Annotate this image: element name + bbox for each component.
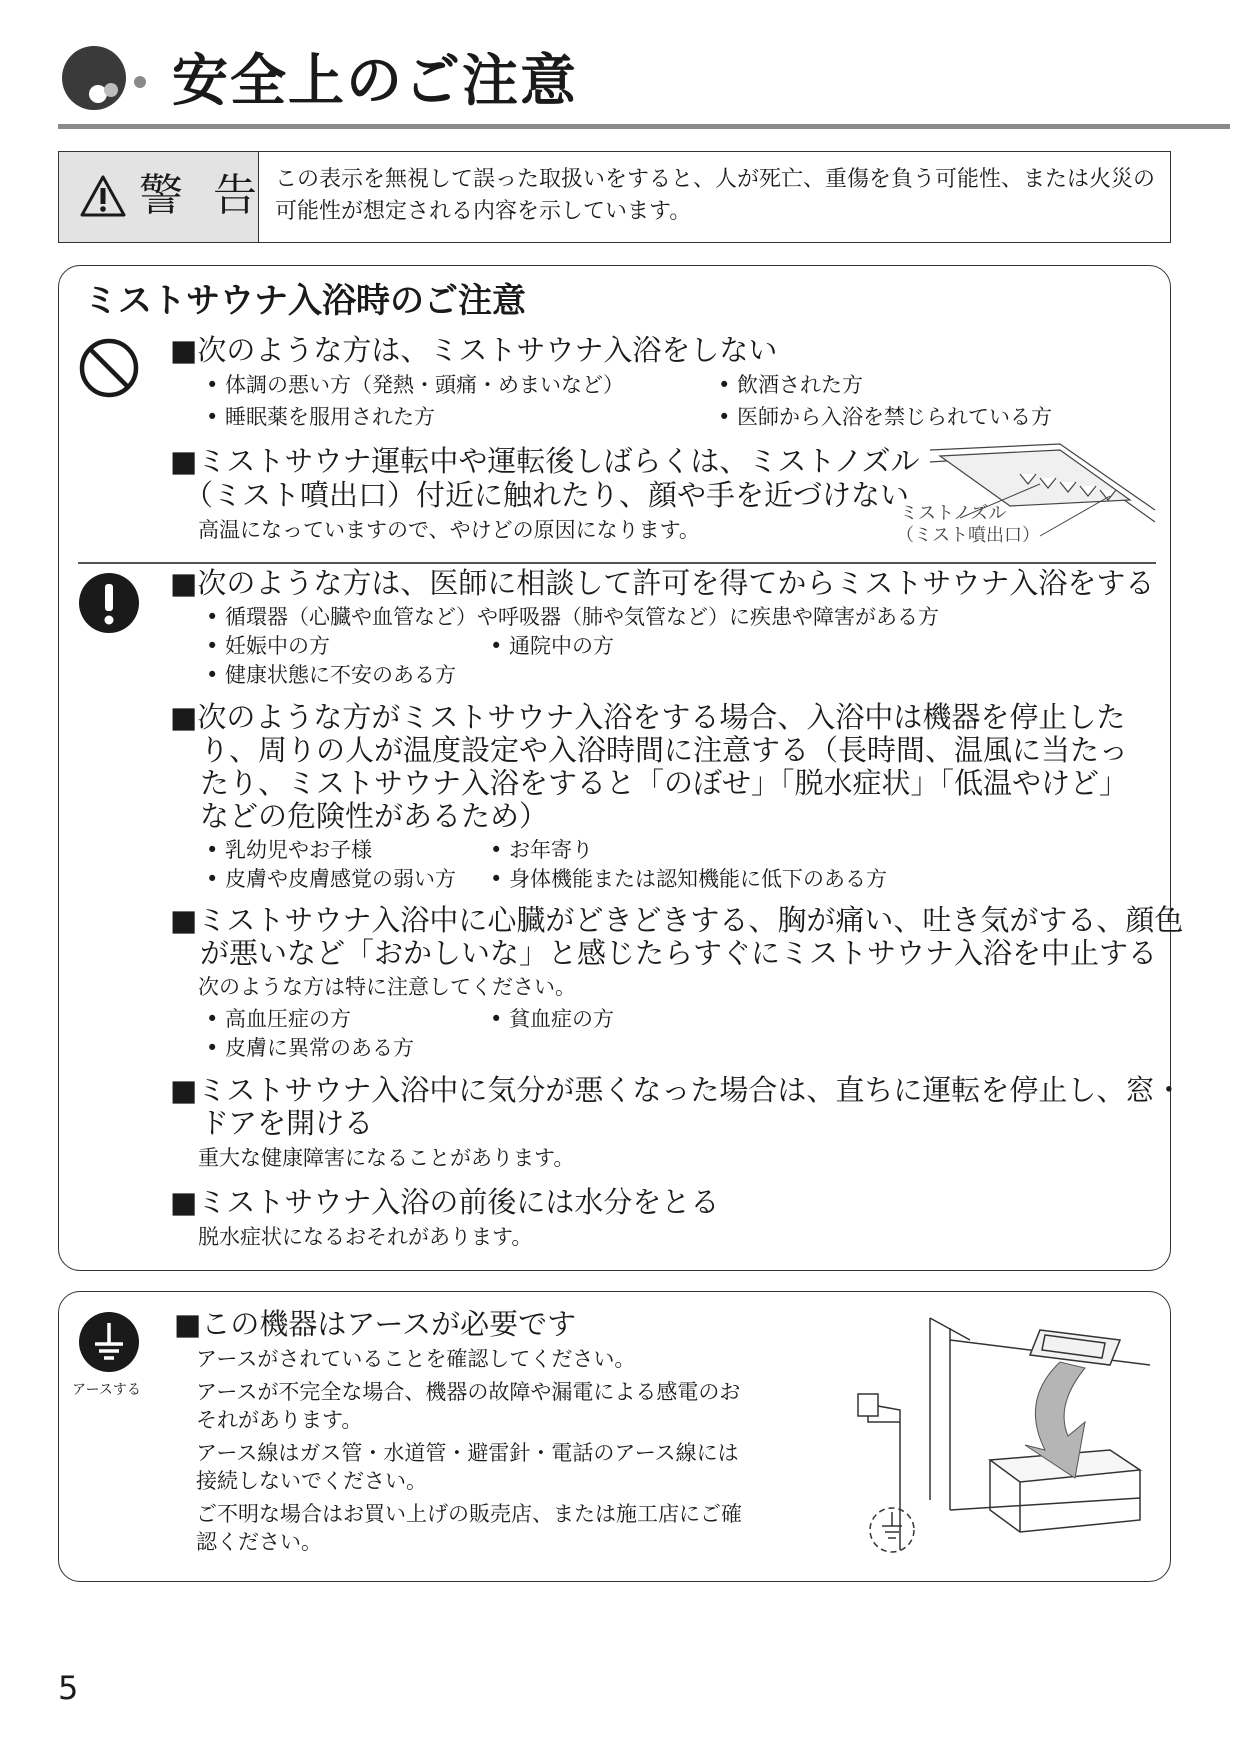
list-item: • 高血圧症の方 xyxy=(206,1007,352,1031)
prohibit-item2-heading-line2: （ミスト噴出口）付近に触れたり、顔や手を近づけない xyxy=(184,478,910,512)
earth-line: 接続しないでください。 xyxy=(196,1469,427,1493)
prohibit-item1-heading: ■次のような方は、ミストサウナ入浴をしない xyxy=(170,333,778,367)
earth-heading: ■この機器はアースが必要です xyxy=(174,1307,577,1341)
earth-line: ご不明な場合はお買い上げの販売店、または施工店にご確 xyxy=(196,1502,742,1526)
list-item: • 貧血症の方 xyxy=(490,1007,615,1031)
warning-legend xyxy=(58,151,1171,243)
list-item: • 通院中の方 xyxy=(490,634,615,658)
mandatory-item4-heading-line1: ■ミストサウナ入浴中に気分が悪くなった場合は、直ちに運転を停止し、窓・ xyxy=(170,1073,1184,1107)
earth-ground-icon xyxy=(78,1311,140,1373)
mandatory-item5-heading: ■ミストサウナ入浴の前後には水分をとる xyxy=(170,1185,720,1219)
page-number: 5 xyxy=(58,1669,79,1707)
warning-triangle-icon xyxy=(79,174,127,218)
earth-line: アース線はガス管・水道管・避雷針・電話のアース線には xyxy=(196,1441,739,1465)
list-item: • 乳幼児やお子様 xyxy=(206,838,373,862)
earth-icon-label: アースする xyxy=(72,1382,141,1398)
list-item: • 皮膚に異常のある方 xyxy=(206,1036,415,1060)
mandatory-item5-note: 脱水症状になるおそれがあります。 xyxy=(198,1225,533,1249)
page-title: 安全上のご注意 xyxy=(172,49,578,114)
mandatory-item3-heading-line1: ■ミストサウナ入浴中に心臓がどきどきする、胸が痛い、吐き気がする、顔色 xyxy=(170,903,1184,937)
mandatory-item1-heading: ■次のような方は、医師に相談して許可を得てからミストサウナ入浴をする xyxy=(170,566,1155,600)
section-divider xyxy=(78,562,1156,564)
bathroom-earth-illustration xyxy=(840,1310,1160,1560)
earth-line: アースが不完全な場合、機器の故障や漏電による感電のお xyxy=(196,1380,741,1404)
warning-label: 警 告 xyxy=(139,170,265,221)
mandatory-item3-note: 次のような方は特に注意してください。 xyxy=(198,975,576,999)
section-bullet-icon xyxy=(58,42,154,114)
mist-nozzle-label-line1: ミストノズル xyxy=(900,503,1007,524)
mandatory-item3-heading-line2: が悪いなど「おかしいな」と感じたらすぐにミストサウナ入浴を中止する xyxy=(200,936,1158,970)
mandatory-item2-heading-line1: ■次のような方がミストサウナ入浴をする場合、入浴中は機器を停止した xyxy=(170,700,1126,734)
list-item: • お年寄り xyxy=(490,838,594,862)
header-rule xyxy=(58,124,1230,129)
list-item: • 妊娠中の方 xyxy=(206,634,331,658)
list-item: • 循環器（心臓や血管など）や呼吸器（肺や気管など）に疾患や障害がある方 xyxy=(206,605,940,629)
mandatory-item2-heading-line3: たり、ミストサウナ入浴をすると「のぼせ」「脱水症状」「低温やけど」 xyxy=(200,766,1129,800)
mandatory-item4-note: 重大な健康障害になることがあります。 xyxy=(198,1146,575,1170)
prohibit-item2-note: 高温になっていますので、やけどの原因になります。 xyxy=(198,518,700,542)
list-item: • 身体機能または認知機能に低下のある方 xyxy=(490,867,888,891)
earth-line: それがあります。 xyxy=(196,1408,363,1432)
mandatory-action-icon xyxy=(78,572,140,634)
mandatory-item2-heading-line2: り、周りの人が温度設定や入浴時間に注意する（長時間、温風に当たっ xyxy=(200,733,1129,767)
prohibition-icon xyxy=(78,337,140,399)
list-item: • 飲酒された方 xyxy=(718,373,864,397)
mandatory-item2-heading-line4: などの危険性があるため） xyxy=(200,799,549,833)
list-item: • 睡眠薬を服用された方 xyxy=(206,405,436,429)
mist-nozzle-label-line2: （ミスト噴出口） xyxy=(896,525,1040,546)
warning-label-cell xyxy=(59,152,265,242)
warning-description: この表示を無視して誤った取扱いをすると、人が死亡、重傷を負う可能性、または火災の可能性が想定される内容を示しています。 xyxy=(275,167,1156,224)
list-item: • 医師から入浴を禁じられている方 xyxy=(718,405,1053,429)
list-item: • 皮膚や皮膚感覚の弱い方 xyxy=(206,867,457,891)
earth-line: 認ください。 xyxy=(196,1530,322,1554)
earth-line: アースがされていることを確認してください。 xyxy=(196,1347,636,1371)
mist-section-title: ミストサウナ入浴時のご注意 xyxy=(84,281,526,321)
mandatory-item4-heading-line2: ドアを開ける xyxy=(200,1106,374,1140)
prohibit-item2-heading-line1: ■ミストサウナ運転中や運転後しばらくは、ミストノズル xyxy=(170,444,920,478)
list-item: • 健康状態に不安のある方 xyxy=(206,663,457,687)
list-item: • 体調の悪い方（発熱・頭痛・めまいなど） xyxy=(206,373,625,397)
